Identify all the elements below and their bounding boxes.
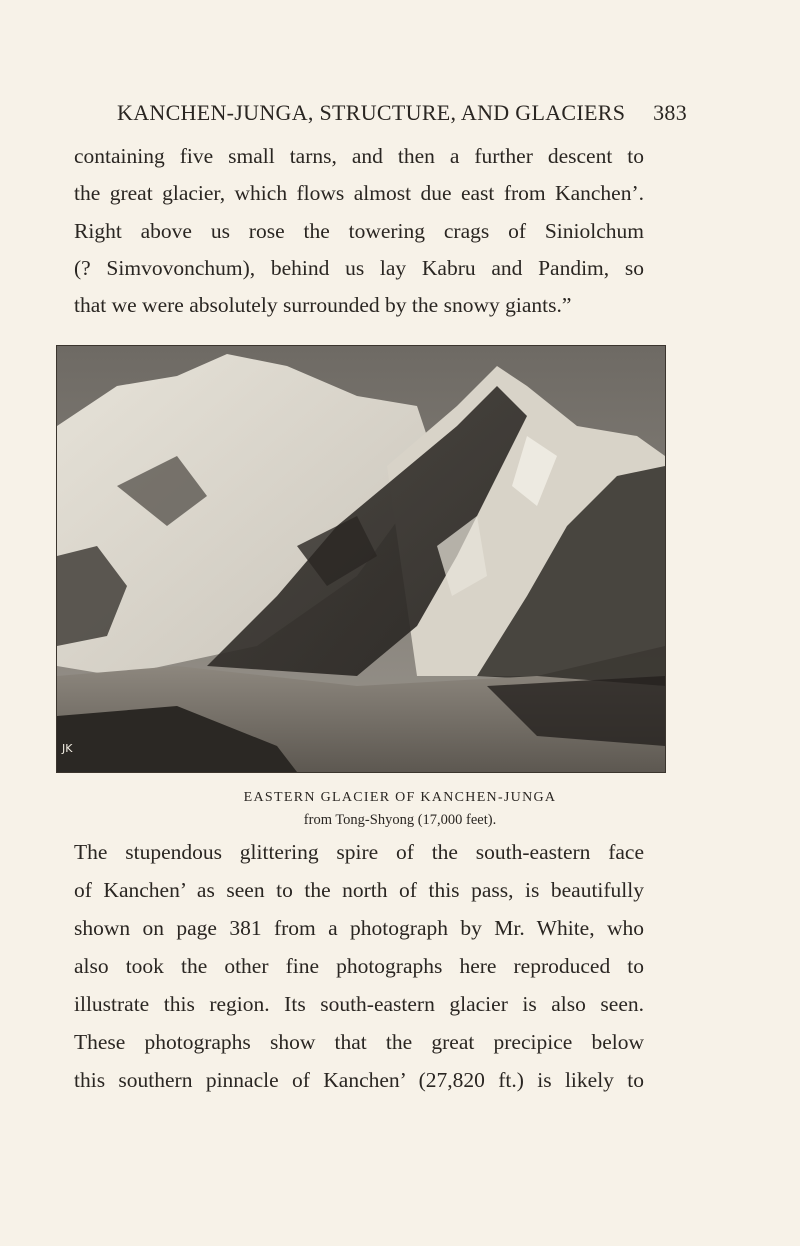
photographer-monogram: JK	[62, 742, 73, 755]
text-line: containing five small tarns, and then a further descent to	[74, 144, 644, 168]
text-line: this southern pinnacle of Kanchen’ (27,820 ft.) is likely to	[74, 1068, 644, 1092]
running-head-title: KANCHEN-JUNGA, STRUCTURE, AND GLACIERS	[117, 100, 626, 125]
text-line: The stupendous glittering spire of the south-eastern face	[74, 840, 644, 864]
text-line: (? Simvovonchum), behind us lay Kabru and Pandim, so	[74, 255, 644, 280]
page-number: 383	[653, 100, 687, 125]
text-line: These photographs show that the great precipice below	[74, 1030, 644, 1054]
text-line: shown on page 381 from a photograph by Mr. White, who	[74, 916, 644, 940]
mountain-illustration	[57, 346, 665, 772]
text-line: of Kanchen’ as seen to the north of this pass, is beautifully	[74, 878, 644, 902]
text-line: that we were absolutely surrounded by the snowy giants.”	[74, 293, 572, 318]
paragraph-top	[74, 138, 644, 324]
running-head	[117, 100, 687, 126]
text-line: Right above us rose the towering crags of Siniolchum	[74, 218, 644, 243]
figure-caption-title: EASTERN GLACIER OF KANCHEN-JUNGA	[243, 790, 557, 805]
mountain-photograph	[56, 345, 666, 773]
text-line: illustrate this region. Its south-eastern glacier is also seen.	[74, 992, 644, 1016]
text-line: the great glacier, which flows almost due east from Kanchen’.	[74, 181, 644, 206]
paragraph-bottom	[74, 833, 644, 1099]
figure-caption-subtitle: from Tong-Shyong (17,000 feet).	[303, 812, 497, 828]
text-line: also took the other fine photographs here reproduced to	[74, 954, 644, 978]
